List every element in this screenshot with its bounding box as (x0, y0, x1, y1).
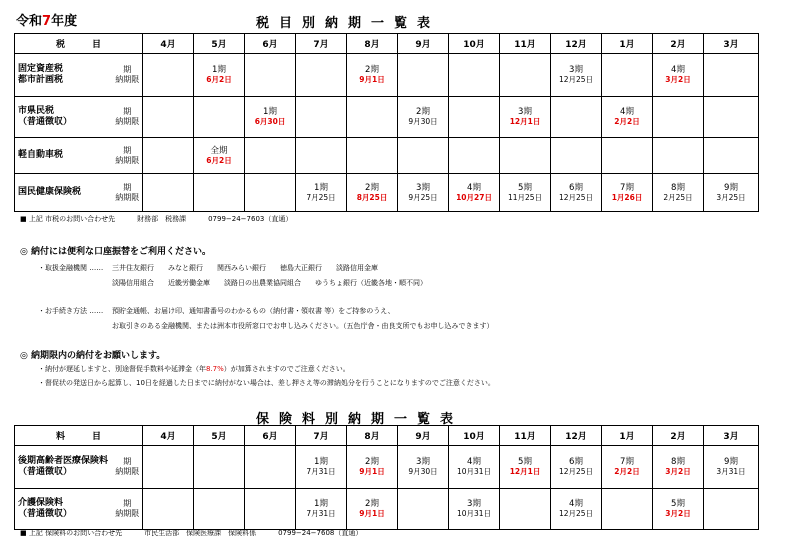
installment-number: 1期 (263, 107, 277, 117)
due-date: 10月31日 (456, 509, 492, 518)
month-cell (449, 174, 500, 212)
month-cell (653, 489, 704, 530)
month-cell (143, 489, 194, 530)
installment-number: 9期 (724, 182, 738, 193)
banks-line-2: 淡陽信用組合 近畿労働金庫 淡路日の出農業協同組合 ゆうちょ銀行（近畿各地・順不同） (112, 279, 427, 287)
month-cell (296, 489, 347, 530)
period-label-line: 納期限 (115, 467, 140, 476)
month-cell (704, 138, 759, 174)
month-cell (398, 446, 449, 489)
month-cell (602, 446, 653, 489)
installment-number: 5期 (518, 182, 532, 193)
installment-number: 3期 (569, 65, 583, 75)
installment-number: 6期 (569, 182, 583, 193)
month-cell (143, 138, 194, 174)
month-header: 6月 (245, 34, 296, 54)
due-date: 10月31日 (456, 467, 492, 476)
month-cell (347, 446, 398, 489)
month-header: 1月 (602, 34, 653, 54)
month-cell (194, 174, 245, 212)
month-cell (398, 97, 449, 138)
month-header: 10月 (449, 34, 500, 54)
item-name-line: 市県民税 (18, 106, 55, 116)
month-cell (602, 97, 653, 138)
item-name-line: （普通徴収） (18, 117, 73, 127)
month-header: 8月 (347, 34, 398, 54)
month-cell (143, 446, 194, 489)
month-cell (500, 97, 551, 138)
month-cell (347, 54, 398, 97)
item-name-line: 国民健康保険税 (18, 187, 82, 197)
period-label-line: 納期限 (115, 155, 140, 165)
due-date: 2月2日 (614, 117, 640, 126)
due-date: 9月30日 (408, 467, 438, 476)
installment-number: 3期 (416, 457, 430, 467)
deadline-notice-title: ◎ 納期限内の納付をお願いします。 (20, 351, 166, 361)
installment-number: 2期 (365, 65, 379, 75)
item-name-line: 後期高齢者医療保険料 (18, 456, 109, 466)
month-cell (500, 489, 551, 530)
month-cell (398, 174, 449, 212)
month-header: 1月 (602, 426, 653, 446)
due-date: 11月25日 (507, 192, 543, 202)
month-cell (296, 446, 347, 489)
month-cell (704, 174, 759, 212)
month-cell (398, 54, 449, 97)
installment-number: 2期 (365, 457, 379, 467)
month-cell (653, 446, 704, 489)
month-header: 2月 (653, 34, 704, 54)
period-label-line: 期 (123, 145, 132, 155)
period-label-line: 期 (123, 107, 132, 116)
item-name (15, 97, 113, 138)
month-header: 8月 (347, 426, 398, 446)
month-cell (398, 489, 449, 530)
installment-number: 4期 (620, 107, 634, 117)
month-cell (143, 54, 194, 97)
month-header: 4月 (143, 34, 194, 54)
month-cell (143, 174, 194, 212)
month-cell (245, 174, 296, 212)
account-transfer-notice-title: ◎ 納付には便利な口座振替をご利用ください。 (20, 247, 211, 257)
procedure-line-2: お取引きのある金融機関、または洲本市役所窓口でお申し込みください。（五色庁舎・由良支所でもお申し込みできます） (112, 322, 494, 330)
month-header: 7月 (296, 34, 347, 54)
item-name-line: （普通徴収） (18, 509, 73, 519)
month-cell (194, 97, 245, 138)
installment-number: 3期 (467, 499, 481, 509)
period-label-line: 期 (123, 499, 132, 508)
insurance-schedule-title: 保険料別納期一覧表 (256, 412, 464, 427)
installment-number: 4期 (467, 457, 481, 467)
month-header: 7月 (296, 426, 347, 446)
table-header-row (15, 34, 759, 54)
month-cell (653, 54, 704, 97)
installment-number: 4期 (671, 65, 685, 75)
installment-number: 2期 (365, 499, 379, 509)
due-date: 12月1日 (509, 467, 541, 476)
month-cell (500, 174, 551, 212)
month-header: 5月 (194, 34, 245, 54)
month-cell (704, 97, 759, 138)
schedule-row (15, 54, 759, 97)
month-cell (296, 174, 347, 212)
period-label (113, 446, 143, 489)
month-cell (602, 138, 653, 174)
month-cell (551, 446, 602, 489)
installment-number: 8期 (671, 182, 685, 193)
insurance-schedule-table (14, 425, 759, 530)
insurance-contact: ■ 上記 保険料のお問い合わせ先 市民生活部 保険医療課 保険料係 0799−24−7608（直通） (20, 529, 363, 537)
month-header: 11月 (500, 426, 551, 446)
month-header: 4月 (143, 426, 194, 446)
period-label-line: 期 (123, 65, 132, 74)
month-cell (449, 138, 500, 174)
due-date: 9月30日 (408, 117, 438, 126)
period-label (113, 489, 143, 530)
procedure-line-1: 預貯金通帳、お届け印、通知書番号のわかるもの（納付書・領収書 等）をご持参のうえ、 (112, 307, 395, 315)
due-date: 6月30日 (254, 117, 286, 126)
due-date: 3月25日 (716, 192, 746, 202)
installment-number: 9期 (724, 457, 738, 467)
schedule-row (15, 174, 759, 212)
installment-number: 5期 (518, 457, 532, 467)
item-name (15, 489, 113, 530)
month-header: 11月 (500, 34, 551, 54)
month-cell (194, 138, 245, 174)
month-cell (653, 174, 704, 212)
month-cell (449, 446, 500, 489)
month-cell (398, 138, 449, 174)
month-header: 9月 (398, 34, 449, 54)
schedule-row (15, 97, 759, 138)
due-date: 2月2日 (614, 467, 640, 476)
month-cell (551, 54, 602, 97)
schedule-row (15, 489, 759, 530)
due-date: 8月25日 (356, 192, 388, 202)
due-date: 6月2日 (206, 75, 232, 84)
installment-number: 4期 (569, 499, 583, 509)
month-header: 6月 (245, 426, 296, 446)
month-cell (347, 138, 398, 174)
month-cell (296, 138, 347, 174)
month-cell (347, 174, 398, 212)
month-cell (704, 54, 759, 97)
installment-number: 5期 (671, 499, 685, 509)
period-label (113, 54, 143, 97)
item-name-line: 介護保険料 (18, 498, 64, 508)
month-cell (500, 54, 551, 97)
month-cell (602, 489, 653, 530)
item-name (15, 174, 113, 212)
due-date: 12月25日 (558, 509, 594, 518)
installment-number: 7期 (620, 182, 634, 193)
item-name-line: 固定資産税 (18, 64, 64, 74)
month-cell (245, 54, 296, 97)
month-cell (653, 138, 704, 174)
month-cell (143, 97, 194, 138)
tax-item-header: 税 目 (15, 34, 143, 54)
month-cell (194, 489, 245, 530)
month-cell (194, 54, 245, 97)
month-cell (551, 97, 602, 138)
installment-number: 4期 (467, 182, 481, 193)
due-date: 12月25日 (558, 467, 594, 476)
item-name-line: （普通徴収） (18, 467, 73, 477)
installment-number: 1期 (314, 182, 328, 193)
month-cell (551, 138, 602, 174)
installment-number: 6期 (569, 457, 583, 467)
due-date: 1月26日 (611, 192, 643, 202)
month-header: 12月 (551, 426, 602, 446)
tax-schedule-title: 税目別納期一覧表 (256, 16, 441, 31)
period-label (113, 97, 143, 138)
installment-number: 2期 (365, 182, 379, 193)
period-label (113, 174, 143, 212)
month-header: 9月 (398, 426, 449, 446)
installment-number: 3期 (518, 107, 532, 117)
month-header: 12月 (551, 34, 602, 54)
month-cell (704, 489, 759, 530)
procedure-label: ・お手続き方法 …… (38, 307, 104, 315)
installment-number: 2期 (416, 107, 430, 117)
month-header: 3月 (704, 34, 759, 54)
installment-number: 3期 (416, 182, 430, 193)
period-label (113, 138, 143, 174)
month-cell (245, 489, 296, 530)
month-cell (602, 174, 653, 212)
month-cell (245, 446, 296, 489)
due-date: 7月31日 (306, 509, 336, 518)
due-date: 9月1日 (359, 75, 385, 84)
tax-contact: ■ 上記 市税のお問い合わせ先 財務部 税務課 0799−24−7603（直通） (20, 215, 293, 223)
table-header-row (15, 426, 759, 446)
banks-label: ・取扱金融機関 …… (38, 264, 104, 272)
insurance-item-header: 料 目 (15, 426, 143, 446)
month-cell (551, 174, 602, 212)
month-header: 2月 (653, 426, 704, 446)
period-label-line: 納期限 (115, 75, 140, 84)
due-date: 7月25日 (306, 192, 336, 202)
installment-number: 1期 (314, 499, 328, 509)
schedule-row (15, 446, 759, 489)
period-label-line: 納期限 (115, 509, 140, 518)
due-date: 12月25日 (558, 192, 594, 202)
due-date: 10月27日 (456, 192, 492, 202)
month-cell (653, 97, 704, 138)
installment-number: 8期 (671, 457, 685, 467)
month-cell (347, 489, 398, 530)
due-date: 3月2日 (665, 509, 691, 518)
due-date: 9月1日 (359, 509, 385, 518)
tax-schedule-table (14, 33, 759, 212)
due-date: 9月25日 (408, 192, 438, 202)
item-name-line: 軽自動車税 (18, 150, 64, 160)
month-cell (500, 446, 551, 489)
period-label-line: 期 (123, 457, 132, 466)
period-label-line: 期 (123, 182, 132, 192)
late-fee-note: ・納付が遅延しますと、別途督促手数料や延滞金（年8.7%）が加算されますのでご注意ください。 (38, 365, 350, 373)
month-cell (296, 54, 347, 97)
month-cell (194, 446, 245, 489)
schedule-row (15, 138, 759, 174)
fiscal-year-title: 令和7年度 (16, 14, 78, 29)
installment-number: 全期 (210, 145, 228, 156)
dunning-note: ・督促状の発送日から起算し、10日を経過した日までに納付がない場合は、差し押さえ等の滞納処分を行うことになりますのでご注意ください。 (38, 379, 495, 387)
month-cell (245, 138, 296, 174)
item-name (15, 138, 113, 174)
installment-number: 1期 (314, 457, 328, 467)
month-cell (347, 97, 398, 138)
month-cell (704, 446, 759, 489)
due-date: 9月1日 (359, 467, 385, 476)
due-date: 3月2日 (665, 75, 691, 84)
item-name-line: 都市計画税 (18, 75, 64, 85)
installment-number: 1期 (212, 65, 226, 75)
month-cell (296, 97, 347, 138)
installment-number: 7期 (620, 457, 634, 467)
due-date: 12月1日 (509, 117, 541, 126)
item-name (15, 446, 113, 489)
month-cell (551, 489, 602, 530)
month-cell (449, 489, 500, 530)
month-header: 5月 (194, 426, 245, 446)
month-cell (602, 54, 653, 97)
month-cell (500, 138, 551, 174)
due-date: 3月2日 (665, 467, 691, 476)
due-date: 7月31日 (306, 467, 336, 476)
due-date: 6月2日 (206, 155, 232, 165)
month-cell (449, 54, 500, 97)
item-name (15, 54, 113, 97)
month-header: 10月 (449, 426, 500, 446)
period-label-line: 納期限 (115, 192, 140, 202)
month-cell (245, 97, 296, 138)
due-date: 3月31日 (716, 467, 746, 476)
month-header: 3月 (704, 426, 759, 446)
due-date: 12月25日 (558, 75, 594, 84)
month-cell (449, 97, 500, 138)
banks-line-1: 三井住友銀行 みなと銀行 関西みらい銀行 徳島大正銀行 淡路信用金庫 (112, 264, 378, 272)
due-date: 2月25日 (663, 192, 693, 202)
period-label-line: 納期限 (115, 117, 140, 126)
